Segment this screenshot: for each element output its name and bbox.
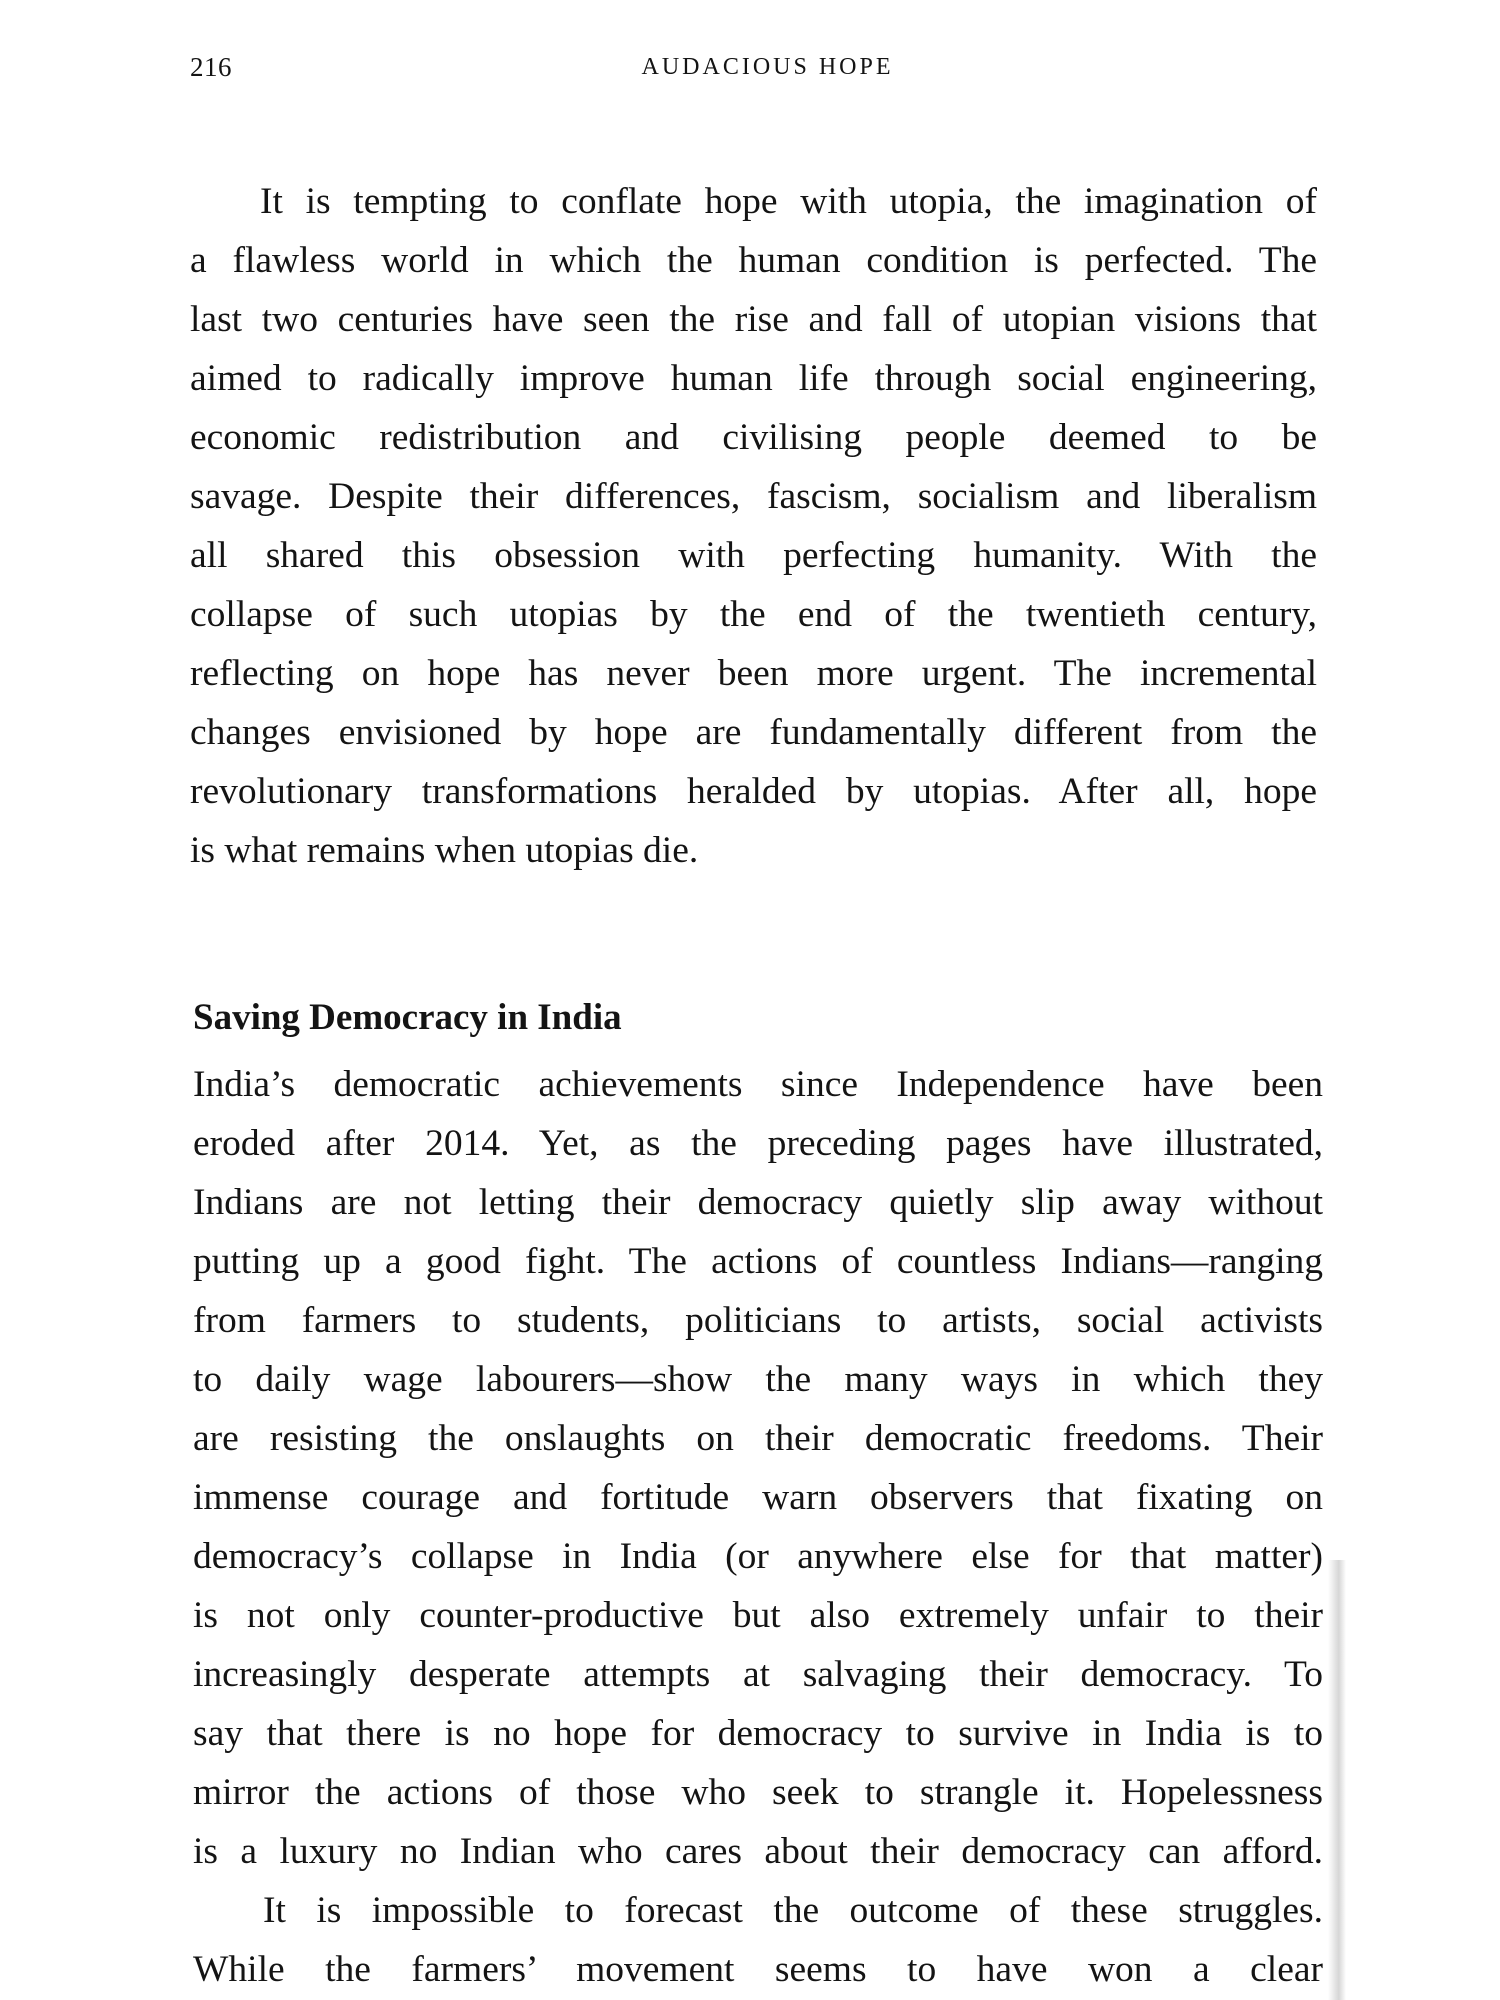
text-line: democracy’s collapse in India (or anywhere else for that matter): [193, 1536, 1323, 1577]
text-line: mirror the actions of those who seek to strangle it. Hopelessness: [193, 1772, 1323, 1813]
text-line: is what remains when utopias die.: [190, 830, 699, 871]
text-line: changes envisioned by hope are fundamentally different from the: [190, 712, 1317, 753]
text-line: Indians are not letting their democracy quietly slip away without: [193, 1182, 1323, 1223]
text-line: is not only counter-productive but also extremely unfair to their: [193, 1595, 1323, 1636]
text-line: While the farmers’ movement seems to have won a clear: [193, 1949, 1323, 1990]
text-line: a flawless world in which the human condition is perfected. The: [190, 240, 1317, 281]
text-line: are resisting the onslaughts on their democratic freedoms. Their: [193, 1418, 1323, 1459]
text-line: eroded after 2014. Yet, as the preceding pages have illustrated,: [193, 1123, 1323, 1164]
text-line: to daily wage labourers—show the many ways in which they: [193, 1359, 1323, 1400]
text-line: say that there is no hope for democracy to survive in India is to: [193, 1713, 1323, 1754]
text-line: immense courage and fortitude warn observers that fixating on: [193, 1477, 1323, 1518]
text-line: aimed to radically improve human life through social engineering,: [190, 358, 1317, 399]
text-line: increasingly desperate attempts at salvaging their democracy. To: [193, 1654, 1323, 1695]
text-line: It is impossible to forecast the outcome of these struggles.: [263, 1890, 1323, 1931]
page-fold-shadow: [1328, 1560, 1346, 2000]
text-line: last two centuries have seen the rise and fall of utopian visions that: [190, 299, 1317, 340]
running-title: AUDACIOUS HOPE: [641, 54, 894, 80]
page-number: 216: [190, 52, 232, 82]
text-line: revolutionary transformations heralded by utopias. After all, hope: [190, 771, 1317, 812]
paragraph-utopia: [190, 172, 1317, 880]
text-line: is a luxury no Indian who cares about their democracy can afford.: [193, 1831, 1323, 1872]
text-line: from farmers to students, politicians to artists, social activists: [193, 1300, 1323, 1341]
text-line: all shared this obsession with perfecting humanity. With the: [190, 535, 1317, 576]
text-line: collapse of such utopias by the end of the twentieth century,: [190, 594, 1317, 635]
text-line: savage. Despite their differences, fascism, socialism and liberalism: [190, 476, 1317, 517]
section-heading: Saving Democracy in India: [193, 996, 622, 1038]
text-line: economic redistribution and civilising people deemed to be: [190, 417, 1317, 458]
paragraph-democracy: [193, 1055, 1323, 1999]
text-line: putting up a good fight. The actions of countless Indians—ranging: [193, 1241, 1323, 1282]
text-line: India’s democratic achievements since Independence have been: [193, 1064, 1323, 1105]
text-line: It is tempting to conflate hope with utopia, the imagination of: [260, 181, 1317, 222]
running-header: [190, 52, 1345, 92]
text-line: reflecting on hope has never been more urgent. The incremental: [190, 653, 1317, 694]
